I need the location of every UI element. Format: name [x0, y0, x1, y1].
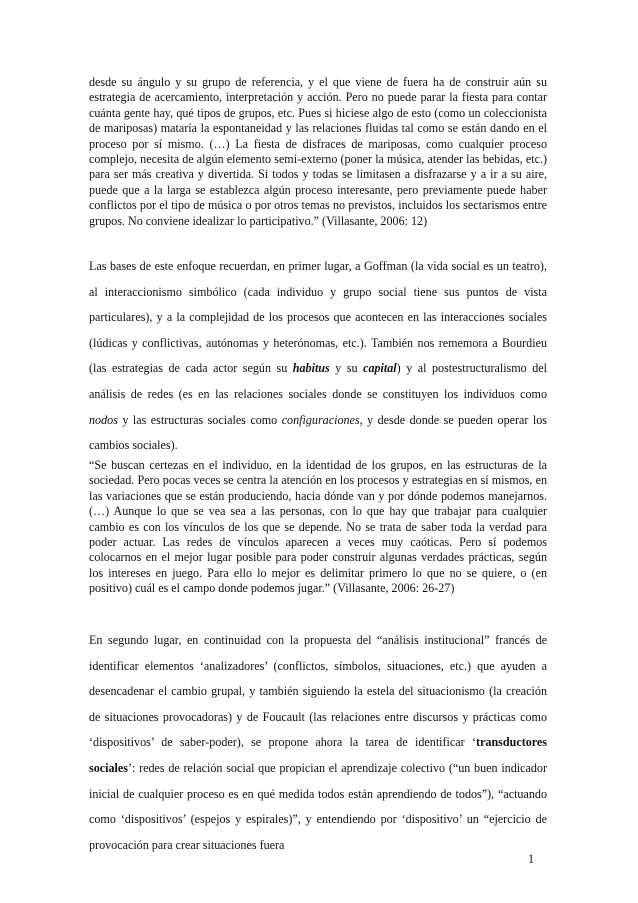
paragraph-text: y las estructuras sociales como [117, 412, 282, 427]
emphasis-transductores-sociales: transductores sociales [89, 735, 547, 775]
emphasis-configuraciones: configuraciones [281, 412, 360, 427]
paragraph-text: En segundo lugar, en continuidad con la propuesta del “análisis institucional” francés de identificar elementos ‘analizadores’ (conflictos, símbolos, situaciones, etc.) que ayuden a desencadenar el cambio grupal, y también siguiendo la estela del situacionismo (la creación de situaciones provocadoras) y de Foucault (las relaciones entre discursos y prácticas como ‘dispositivos’ de saber-poder), se propone ahora la tarea de identificar ‘ [89, 633, 547, 750]
emphasis-capital: capital [363, 361, 397, 376]
paragraph-text: , y desde donde se pueden operar los cambios sociales). [89, 412, 547, 453]
paragraph-analisis-institucional [89, 628, 547, 858]
paragraph-text: y su [329, 361, 364, 376]
paragraph-text: ) y al postestructuralismo del análisis de redes (es en las relaciones sociales donde se constituyen los individuos como [89, 361, 547, 401]
block-quote-villasante-12: desde su ángulo y su grupo de referencia, y el que viene de fuera ha de construir aún su estrategia de acercamiento, interpretación y acción. Pero no puede parar la fiesta para contar cuánta gente hay, qué tipos de grupos, etc. Pues si hiciese algo de esto (como un coleccionista de mariposas) mataría la espontaneidad y las relaciones fluidas tal como se están dando en el proceso por sí mismo. (…) La fiesta de disfraces de mariposas, como cualquier proceso complejo, necesita de algún elemento semi-externo (poner la música, atender las bebidas, etc.) para ser más creativa y divertida. Si todos y todas se limitasen a disfrazarse y a ir a su aire, puede que a la larga se establezca algún proceso interesante, pero previamente puede haber conflictos por el tipo de música o por otros temas no previstos, incluidos los sectarismos entre grupos. No conviene idealizar lo participativo.” (Villasante, 2006: 12) [89, 75, 547, 228]
paragraph-text: ’: redes de relación social que propician el aprendizaje colectivo (“un buen indicador inicial de cualquier proceso es en qué medida todos están aprendiendo de todos”), “actuando como ‘dispositivos’ (espejos y espirales)”, y entendiendo por ‘dispositivo’ un “ejercicio de provocación para crear situaciones fuera [89, 760, 547, 852]
paragraph-goffman-bourdieu [89, 254, 547, 459]
emphasis-habitus: habitus [292, 361, 330, 376]
emphasis-nodos: nodos [89, 412, 118, 427]
page-number: 1 [528, 852, 535, 866]
block-quote-villasante-26-27: “Se buscan certezas en el individuo, en la identidad de los grupos, en las estructuras de la sociedad. Pero pocas veces se centra la atención en los procesos y estrategias en sí mismos, en las variaciones que se están produciendo, hacia dónde van y por dónde podemos manejarnos. (…) Aunque lo que se vea sea a las personas, con lo que hay que trabajar para cualquier cambio es con los vínculos de los que se depende. No se trata de saber toda la verdad para poder actuar. Las redes de vínculos aparecen a veces muy caóticas. Pero sí podemos colocarnos en el mejor lugar posible para poder construir algunas verdades prácticas, según los intereses en juego. Para ello lo mejor es delimitar primero lo que no se quiere, o (en positivo) cuál es el campo donde podemos jugar.” (Villasante, 2006: 26-27) [89, 458, 547, 596]
paragraph-text: Las bases de este enfoque recuerdan, en primer lugar, a Goffman (la vida social es un teatro), al interaccionismo simbólico (cada individuo y grupo social tiene sus puntos de vista particulares), y a la complejidad de los procesos que acontecen en las interacciones sociales (lúdicas y conflictivas, autónomas y heterónomas, etc.). También nos rememora a Bourdieu (las estrategias de cada actor según su [89, 259, 547, 376]
